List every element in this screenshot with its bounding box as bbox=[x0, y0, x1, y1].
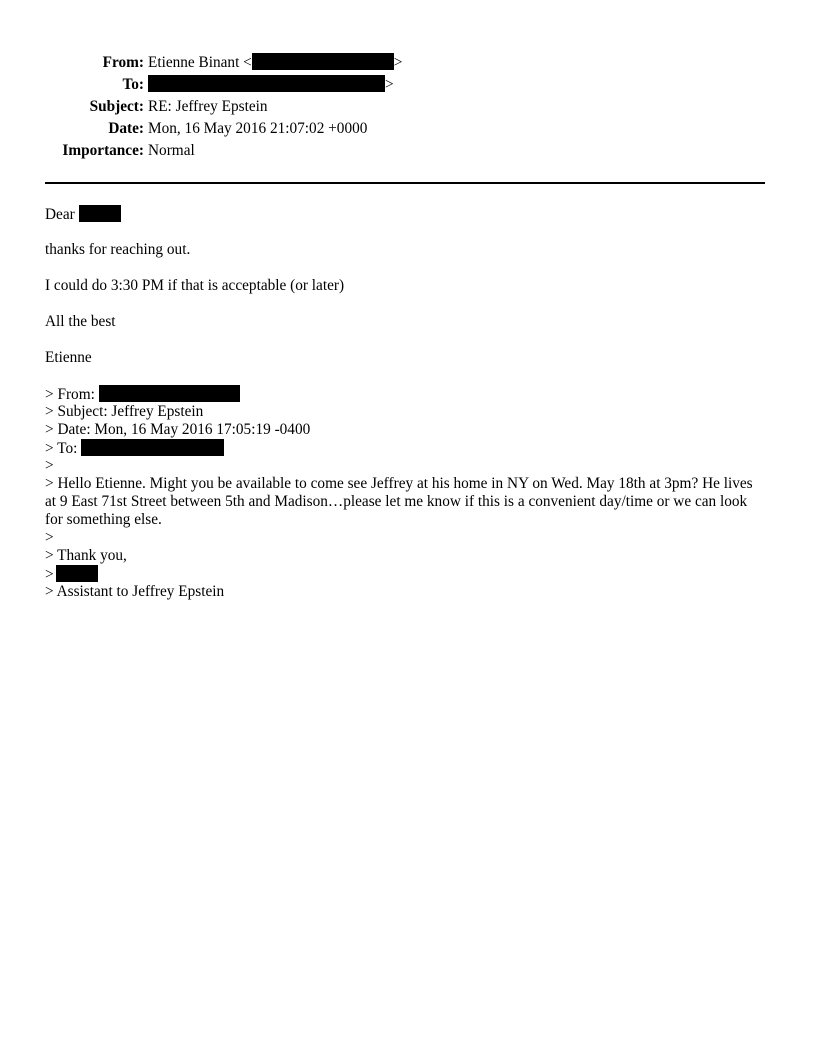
quoted-thanks-line: > Thank you, bbox=[45, 547, 127, 564]
date-label: Date: bbox=[108, 120, 144, 137]
quoted-to-line bbox=[45, 439, 224, 457]
date-row bbox=[0, 118, 560, 140]
from-name: Etienne Binant < bbox=[148, 54, 252, 71]
body-line: All the best bbox=[45, 313, 116, 330]
body-line: I could do 3:30 PM if that is acceptable (or later) bbox=[45, 277, 345, 294]
header-divider bbox=[45, 182, 765, 184]
redaction-box bbox=[56, 565, 98, 582]
from-close: > bbox=[393, 54, 403, 71]
quoted-assistant-line: > Assistant to Jeffrey Epstein bbox=[45, 583, 225, 600]
redaction-box bbox=[148, 75, 385, 92]
quoted-subject-line: > Subject: Jeffrey Epstein bbox=[45, 403, 204, 420]
quoted-message: > Hello Etienne. Might you be available to come see Jeffrey at his home in NY on Wed. May 18th at 3pm? He lives at 9 East 71st Street between 5th and Madison…please let me know if this is a convenient day/time or we can look for something else. bbox=[45, 475, 753, 528]
redaction-box bbox=[99, 385, 240, 402]
subject-label: Subject: bbox=[89, 98, 144, 115]
quoted-sig-line bbox=[45, 565, 98, 583]
to-row bbox=[0, 74, 560, 96]
quoted-date-line: > Date: Mon, 16 May 2016 17:05:19 -0400 bbox=[45, 421, 311, 438]
quoted-from-label: > From: bbox=[45, 386, 95, 403]
subject-row bbox=[0, 96, 560, 118]
to-value bbox=[148, 74, 394, 96]
body-line: thanks for reaching out. bbox=[45, 241, 191, 258]
to-label: To: bbox=[122, 76, 144, 93]
redaction-box bbox=[252, 53, 394, 70]
from-row bbox=[0, 52, 560, 74]
importance-value: Normal bbox=[148, 142, 195, 159]
subject-value: RE: Jeffrey Epstein bbox=[148, 98, 268, 115]
quoted-from-line bbox=[45, 385, 240, 403]
quoted-blank-line: > bbox=[45, 457, 54, 474]
signature: Etienne bbox=[45, 349, 92, 366]
quoted-blank-line: > bbox=[45, 529, 54, 546]
redaction-box bbox=[79, 205, 121, 222]
from-label: From: bbox=[102, 54, 144, 71]
greeting-line bbox=[45, 205, 121, 223]
quoted-sig-prefix: > bbox=[45, 566, 54, 583]
quoted-to-label: > To: bbox=[45, 440, 78, 457]
greeting-text: Dear bbox=[45, 206, 75, 223]
importance-label: Importance: bbox=[62, 142, 144, 159]
redaction-box bbox=[81, 439, 224, 456]
date-value: Mon, 16 May 2016 21:07:02 +0000 bbox=[148, 120, 368, 137]
to-close: > bbox=[385, 76, 394, 93]
importance-row bbox=[0, 140, 560, 162]
from-value bbox=[148, 52, 402, 74]
